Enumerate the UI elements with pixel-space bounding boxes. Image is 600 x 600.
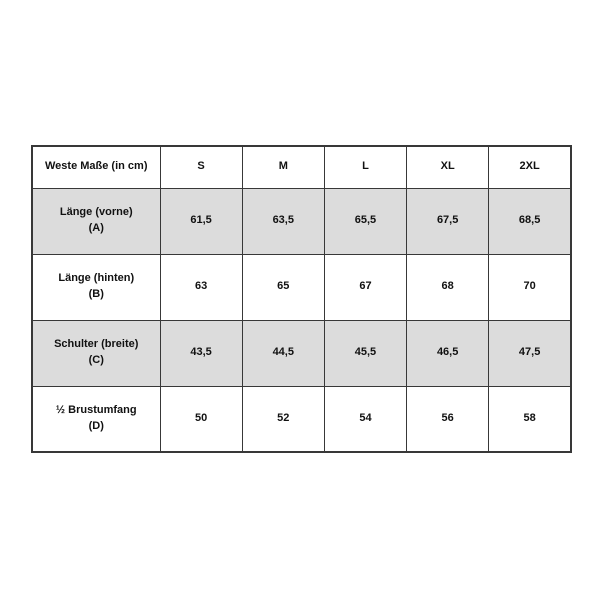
size-column-header-m: M bbox=[242, 146, 324, 188]
measurement-value: 44,5 bbox=[242, 320, 324, 386]
table-header-row bbox=[32, 146, 571, 188]
row-label-letter: (B) bbox=[88, 288, 104, 300]
size-column-header-2xl: 2XL bbox=[489, 146, 571, 188]
measurement-value: 67 bbox=[324, 254, 406, 320]
measurement-value: 65,5 bbox=[324, 188, 406, 254]
measurement-value: 54 bbox=[324, 386, 406, 452]
row-label bbox=[32, 320, 160, 386]
measurement-value: 50 bbox=[160, 386, 242, 452]
row-label-letter: (D) bbox=[88, 419, 104, 432]
row-label bbox=[32, 188, 160, 254]
measurement-value: 63 bbox=[160, 254, 242, 320]
size-column-header-xl: XL bbox=[407, 146, 489, 188]
row-label-text: Länge (hinten) bbox=[58, 272, 135, 285]
measurement-value: 46,5 bbox=[407, 320, 489, 386]
measurement-value: 61,5 bbox=[160, 188, 242, 254]
measurement-value: 56 bbox=[407, 386, 489, 452]
row-label-letter: (C) bbox=[88, 354, 104, 366]
measurement-value: 45,5 bbox=[324, 320, 406, 386]
table-title-cell: Weste Maße (in cm) bbox=[32, 146, 160, 188]
measurement-value: 43,5 bbox=[160, 320, 242, 386]
table-row-laenge-hinten bbox=[32, 254, 571, 320]
row-label-text: Schulter (breite) bbox=[54, 338, 139, 351]
table-row-schulter-breite bbox=[32, 320, 571, 386]
measurement-value: 63,5 bbox=[242, 188, 324, 254]
row-label bbox=[32, 386, 160, 452]
table-row-brustumfang bbox=[32, 386, 571, 452]
measurement-value: 47,5 bbox=[489, 320, 571, 386]
measurement-value: 67,5 bbox=[407, 188, 489, 254]
measurement-value: 68,5 bbox=[489, 188, 571, 254]
measurement-value: 58 bbox=[489, 386, 571, 452]
measurement-value: 52 bbox=[242, 386, 324, 452]
measurement-value: 70 bbox=[489, 254, 571, 320]
row-label bbox=[32, 254, 160, 320]
size-column-header-s: S bbox=[160, 146, 242, 188]
table-row-laenge-vorne bbox=[32, 188, 571, 254]
measurement-value: 68 bbox=[407, 254, 489, 320]
row-label-text: Länge (vorne) bbox=[59, 206, 133, 219]
row-label-text: ½ Brustumfang bbox=[55, 403, 137, 416]
row-label-letter: (A) bbox=[88, 222, 104, 234]
size-column-header-l: L bbox=[324, 146, 406, 188]
size-table bbox=[31, 145, 572, 453]
measurement-value: 65 bbox=[242, 254, 324, 320]
